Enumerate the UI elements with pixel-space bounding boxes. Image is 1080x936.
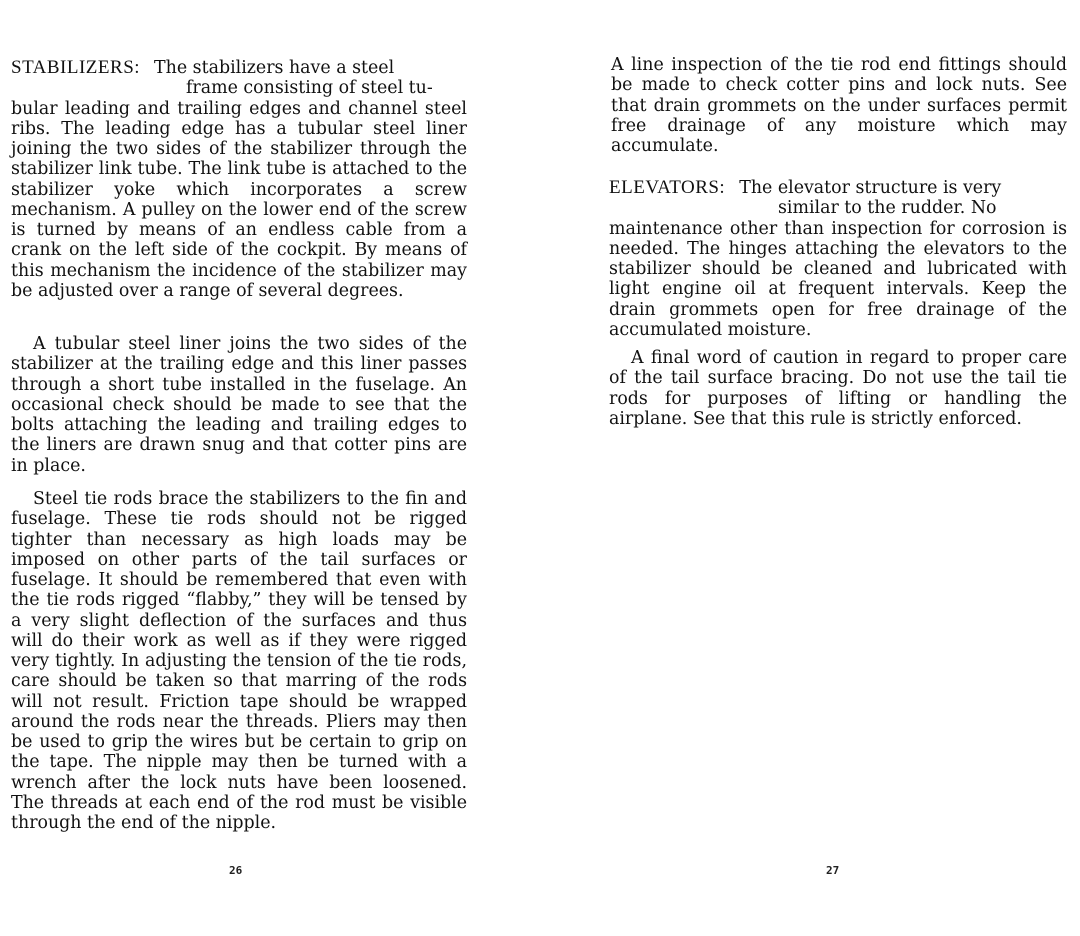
elevators-first-line (609, 178, 1067, 198)
elevators-second-line: similar to the rudder. No (778, 198, 997, 219)
stabilizers-first-line-text: The stabilizers have a steel (154, 58, 395, 78)
trailing-edge-liner-paragraph: A tubular steel liner joins the two sides of the stabilizer at the trailing edge and this liner passes through a short tube installed in the fuselage. An occasional check should be made to see that the bolts attaching the leading and trailing edges to the liners are drawn snug and that cotter pins are in place. (11, 334, 467, 476)
elevators-paragraph (609, 178, 1067, 340)
elevators-first-line-text: The elevator structure is very (739, 178, 1002, 198)
caution-paragraph: A final word of caution in regard to proper care of the tail surface bracing. Do not use the tail tie rods for purposes of lifting or handling the airplane. See that this rule is strictly enforced. (609, 348, 1067, 429)
section-heading-elevators: ELEVATORS: (609, 177, 726, 198)
page-number-right: 27 (826, 864, 840, 877)
stabilizers-paragraph (11, 58, 467, 301)
section-heading-stabilizers: STABILIZERS: (11, 57, 141, 78)
elevators-body-text: maintenance other than inspection for corrosion is needed. The hinges attaching the elevators to the stabilizer should be cleaned and lubricated with light engine oil at frequent intervals. Keep the drain grommets open for free drainage of the accumulated moisture. (609, 218, 1067, 340)
stabilizers-body-text: bular leading and trailing edges and channel steel ribs. The leading edge has a tubular steel liner joining the two sides of the stabilizer through the stabilizer link tube. The link tube is attached to the stabilizer yoke which incorporates a screw mechanism. A pulley on the lower end of the screw is turned by means of an endless cable from a crank on the left side of the cockpit. By means of this mechanism the incidence of the stabilizer may be adjusted over a range of several degrees. (11, 98, 467, 301)
tie-rods-paragraph: Steel tie rods brace the stabilizers to the fin and fuselage. These tie rods should not be rigged tighter than necessary as high loads may be imposed on other parts of the tail surfaces or fuselage. It should be remembered that even with the tie rods rigged “flabby,” they will be tensed by a very slight deflection of the surfaces and thus will do their work as well as if they were rigged very tightly. In adjusting the tension of the tie rods, care should be taken so that marring of the rods will not result. Friction tape should be wrapped around the rods near the threads. Pliers may then be used to grip the wires but be certain to grip on the tape. The nipple may then be turned with a wrench after the lock nuts have been loosened. The threads at each end of the rod must be visible through the end of the nipple. (11, 489, 467, 833)
right-page (609, 0, 1067, 936)
stabilizers-first-line (11, 58, 467, 78)
left-page (11, 0, 467, 936)
stabilizers-second-line: frame consisting of steel tu- (186, 78, 433, 99)
page-number-left: 26 (229, 864, 243, 877)
line-inspection-paragraph: A line inspection of the tie rod end fittings should be made to check cotter pins and lock nuts. See that drain grommets on the under surfaces permit free drainage of any moisture which may accumulate. (611, 55, 1067, 156)
